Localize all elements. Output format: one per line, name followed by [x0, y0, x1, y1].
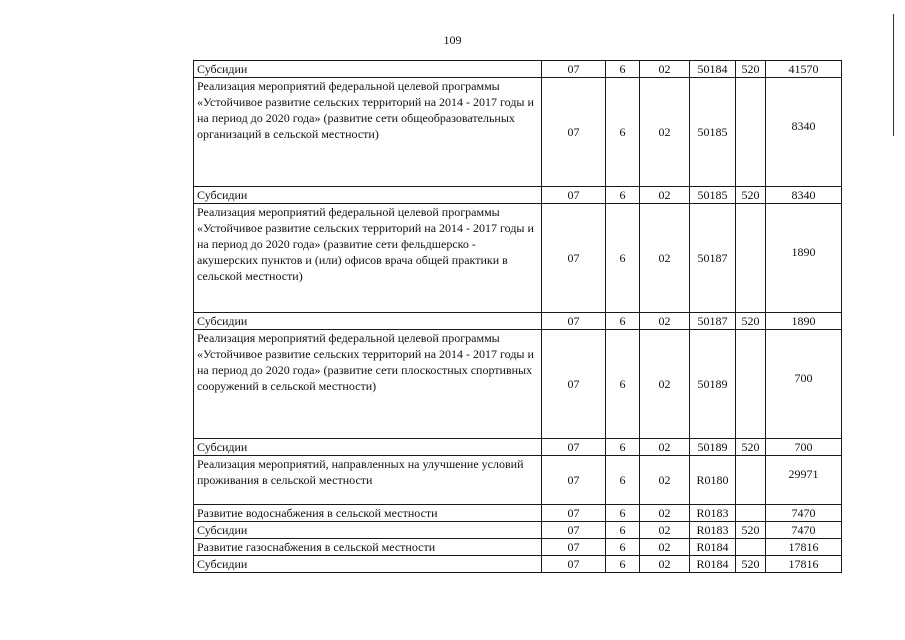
row-name-cell: Реализация мероприятий федеральной целевой программы «Устойчивое развитие сельских территорий на 2014 - 2017 годы и на период до 2020 года» (развитие сети фельдшерско - акушерских пунктов и (или) офисов врача общей практики в сельской местности) [194, 204, 542, 313]
program-code-cell: 6 [606, 522, 640, 539]
amount-cell: 29971 [766, 456, 842, 505]
row-name-cell: Субсидии [194, 556, 542, 573]
program-code-cell: 6 [606, 204, 640, 313]
expense-type-cell: 520 [736, 61, 766, 78]
table-row [194, 313, 842, 330]
amount-cell: 17816 [766, 556, 842, 573]
target-code-cell: 50185 [690, 187, 736, 204]
expense-type-cell: 520 [736, 187, 766, 204]
section-code-cell: 07 [542, 78, 606, 187]
table-row [194, 522, 842, 539]
section-code-cell: 07 [542, 522, 606, 539]
row-name-cell: Реализация мероприятий, направленных на улучшение условий проживания в сельской местности [194, 456, 542, 505]
section-code-cell: 07 [542, 204, 606, 313]
subprogram-code-cell: 02 [640, 539, 690, 556]
target-code-cell: 50189 [690, 439, 736, 456]
expense-type-cell [736, 456, 766, 505]
table-body [194, 61, 842, 573]
target-code-cell: R0184 [690, 539, 736, 556]
expense-type-cell [736, 539, 766, 556]
amount-cell: 17816 [766, 539, 842, 556]
section-code-cell: 07 [542, 539, 606, 556]
target-code-cell: R0180 [690, 456, 736, 505]
row-name-cell: Реализация мероприятий федеральной целевой программы «Устойчивое развитие сельских территорий на 2014 - 2017 годы и на период до 2020 года» (развитие сети общеобразовательных организаций в сельской местности) [194, 78, 542, 187]
subprogram-code-cell: 02 [640, 505, 690, 522]
subprogram-code-cell: 02 [640, 522, 690, 539]
section-code-cell: 07 [542, 439, 606, 456]
expense-type-cell: 520 [736, 522, 766, 539]
budget-table [193, 60, 842, 573]
amount-cell: 700 [766, 330, 842, 439]
row-name-cell: Субсидии [194, 61, 542, 78]
page-edge-line [893, 14, 894, 136]
section-code-cell: 07 [542, 556, 606, 573]
expense-type-cell: 520 [736, 556, 766, 573]
row-name-cell: Субсидии [194, 187, 542, 204]
section-code-cell: 07 [542, 330, 606, 439]
expense-type-cell [736, 330, 766, 439]
row-name-cell: Субсидии [194, 439, 542, 456]
amount-cell: 41570 [766, 61, 842, 78]
section-code-cell: 07 [542, 187, 606, 204]
amount-cell: 8340 [766, 78, 842, 187]
table-row [194, 556, 842, 573]
expense-type-cell [736, 204, 766, 313]
amount-cell: 8340 [766, 187, 842, 204]
table-row [194, 330, 842, 439]
target-code-cell: R0183 [690, 505, 736, 522]
amount-cell: 700 [766, 439, 842, 456]
program-code-cell: 6 [606, 456, 640, 505]
program-code-cell: 6 [606, 556, 640, 573]
target-code-cell: 50184 [690, 61, 736, 78]
subprogram-code-cell: 02 [640, 187, 690, 204]
program-code-cell: 6 [606, 505, 640, 522]
program-code-cell: 6 [606, 187, 640, 204]
target-code-cell: 50189 [690, 330, 736, 439]
target-code-cell: 50185 [690, 78, 736, 187]
row-name-cell: Развитие газоснабжения в сельской местности [194, 539, 542, 556]
program-code-cell: 6 [606, 313, 640, 330]
table-row [194, 204, 842, 313]
program-code-cell: 6 [606, 78, 640, 187]
subprogram-code-cell: 02 [640, 330, 690, 439]
table-row [194, 78, 842, 187]
subprogram-code-cell: 02 [640, 61, 690, 78]
program-code-cell: 6 [606, 539, 640, 556]
page-number: 109 [443, 33, 462, 47]
program-code-cell: 6 [606, 330, 640, 439]
row-name-cell: Развитие водоснабжения в сельской местности [194, 505, 542, 522]
program-code-cell: 6 [606, 439, 640, 456]
amount-cell: 1890 [766, 204, 842, 313]
section-code-cell: 07 [542, 61, 606, 78]
table-row [194, 456, 842, 505]
target-code-cell: 50187 [690, 313, 736, 330]
target-code-cell: 50187 [690, 204, 736, 313]
subprogram-code-cell: 02 [640, 313, 690, 330]
expense-type-cell: 520 [736, 313, 766, 330]
expense-type-cell [736, 505, 766, 522]
expense-type-cell: 520 [736, 439, 766, 456]
subprogram-code-cell: 02 [640, 556, 690, 573]
row-name-cell: Субсидии [194, 313, 542, 330]
section-code-cell: 07 [542, 456, 606, 505]
table-row [194, 539, 842, 556]
subprogram-code-cell: 02 [640, 456, 690, 505]
row-name-cell: Реализация мероприятий федеральной целевой программы «Устойчивое развитие сельских территорий на 2014 - 2017 годы и на период до 2020 года» (развитие сети плоскостных спортивных сооружений в сельской местности) [194, 330, 542, 439]
table-row [194, 505, 842, 522]
program-code-cell: 6 [606, 61, 640, 78]
subprogram-code-cell: 02 [640, 78, 690, 187]
table-row [194, 61, 842, 78]
amount-cell: 1890 [766, 313, 842, 330]
subprogram-code-cell: 02 [640, 439, 690, 456]
target-code-cell: R0183 [690, 522, 736, 539]
amount-cell: 7470 [766, 505, 842, 522]
subprogram-code-cell: 02 [640, 204, 690, 313]
section-code-cell: 07 [542, 313, 606, 330]
target-code-cell: R0184 [690, 556, 736, 573]
section-code-cell: 07 [542, 505, 606, 522]
table-row [194, 439, 842, 456]
row-name-cell: Субсидии [194, 522, 542, 539]
expense-type-cell [736, 78, 766, 187]
amount-cell: 7470 [766, 522, 842, 539]
table-row [194, 187, 842, 204]
